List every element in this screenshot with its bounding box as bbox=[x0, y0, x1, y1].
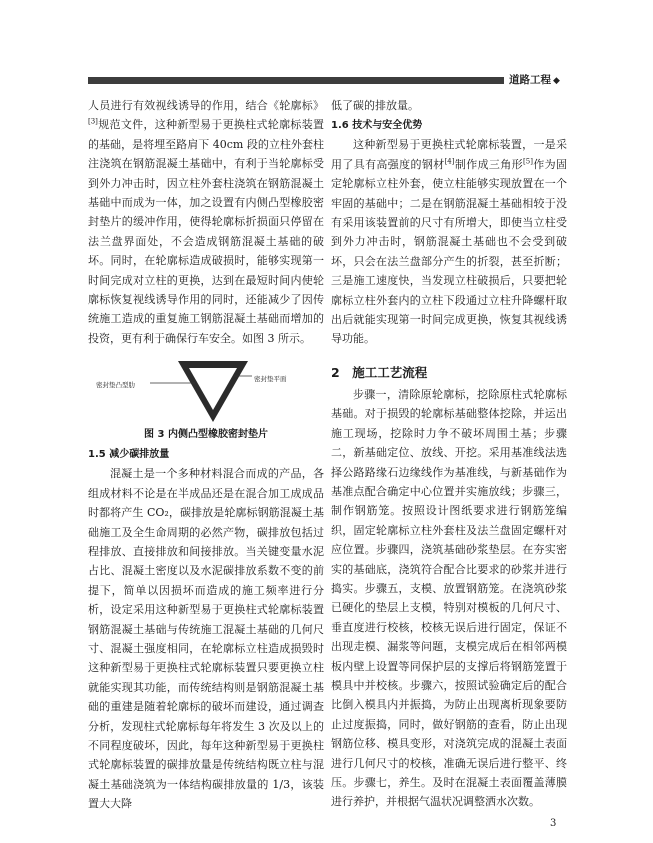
reference-mark: [5] bbox=[523, 157, 533, 166]
reference-mark: [3] bbox=[88, 117, 98, 126]
journal-section-title: 道路工程 bbox=[509, 74, 551, 86]
label-gasket-plane: 密封垫平面 bbox=[254, 375, 287, 384]
paragraph-steps: 步骤一，清除原轮廓标，挖除原柱式轮廓标基础。对于损毁的轮廓标基础整体挖除，并运出施工现场，挖除时力争不破坏周围土基；步骤二，新基础定位、放线、开挖。采用基准线法选择公路路缘石边缘线作为基准线，与新基础作为基准点配合确定中心位置并实施放线；步骤三，制作钢筋笼。按照设计图纸要求进行钢筋笼编织，固定轮廓标立柱外套柱及法兰盘固定螺杆对应位置。步骤四，浇筑基础砂浆垫层。在夯实密实的基础底，浇筑符合配合比要求的砂浆并进行捣实。步骤五，支模、放置钢筋笼。在浇筑砂浆已硬化的垫层上支模，特别对模板的几何尺寸、垂直度进行校核，校核无误后进行固定，保证不出现走模、漏浆等问题，支模完成后在相邻两模板内壁上设置等同保护层的支撑后将钢筋笼置于模具中并校核。步骤六，按照试验确定后的配合比倒入模具内并振捣，为防止出现离析现象要防止过度振捣，同时，做好钢筋的查看，防止出现钢筋位移、模具变形，对浇筑完成的混凝土表面进行几何尺寸的校核，准确无误后进行整平、终压。步骤七，养生。及时在混凝土表面覆盖薄膜进行养护，并根据气温状况调整洒水次数。 bbox=[331, 387, 567, 809]
diamond-icon: ◆ bbox=[553, 76, 560, 86]
label-gasket-rib: 密封垫凸型肋 bbox=[96, 381, 135, 390]
subheading-1-6: 1.6 技术与安全优势 bbox=[331, 120, 423, 132]
paragraph-carbon: 混凝土是一个多种材料混合而成的产品，各组成材料不论是在半成品还是在混合加工成成品时都将产生 CO₂，碳排放是轮廓标钢筋混凝土基础施工及全生命周期的必然产物，碳排放包括过程排放、直接排放和间接排放。当关键变量水泥占比、混凝土密度以及水泥碳排放系数不变的前提下，简单以因损坏而造成的施工频率进行分析，设定采用这种新型易于更换柱式轮廓标装置钢筋混凝土基础与传统施工混凝土基础的几何尺寸、混凝土强度相同，在轮廓标立柱造成损毁时这种新型易于更换柱式轮廓标装置只要更换立柱就能实现其功能，而传统结构则是钢筋混凝土基础的重建是随着轮廓标的破坏而建设，通过调查分析，发现柱式轮廓标每年将发生 3 次及以上的不同程度破坏，因此，每年这种新型易于更换柱式轮廓标装置的碳排放量是传统结构既立柱与混凝土基础浇筑为一体结构碳排放量的 1/3，该装置大大降 bbox=[88, 467, 324, 811]
gasket-diagram bbox=[88, 354, 324, 424]
reference-mark: [4] bbox=[444, 157, 455, 166]
paragraph-advantages: 这种新型易于更换柱式轮廓标装置，一是采用了具有高强度的钢材[4]制作成三角形[5]作为固定轮廓标立柱外套，使立柱能够实现放置在一个牢固的基础中；二是在钢筋混凝土基础相较于没有采用该装置前的尺寸有所增大，即使当立柱受到外力冲击时，钢筋混凝土基础也不会受到破坏，只会在法兰盘部分产生的折裂，甚至折断；三是施工速度快，当发现立柱破损后，只要把轮廓标立柱外套内的立柱下段通过立柱升降螺杆取出后就能实现第一时间完成更换，恢复其视线诱导功能。 bbox=[331, 138, 568, 346]
subheading-1-5: 1.5 减少碳排放量 bbox=[88, 449, 170, 461]
header-rule bbox=[88, 77, 504, 84]
figure-caption: 图 3 内侧凸型橡胶密封垫片 bbox=[144, 429, 268, 441]
page-number: 3 bbox=[550, 818, 557, 829]
running-header bbox=[509, 72, 560, 87]
paragraph-intro: 人员进行有效视线诱导的作用，结合《轮廓标》[3]规范文件，这种新型易于更换柱式轮廓标装置的基础，是将埋至路肩下 40cm 段的立柱外套柱注浇筑在钢筋混凝土基础中，有利于当轮廓标受到外力冲击时，因立柱外套柱浇筑在钢筋混凝土基础中而成为一体，加之设置有内侧凸型橡胶密封垫片的缓冲作用，使得轮廓标折损面只停留在法兰盘界面处，不会造成钢筋混凝土基础的破坏。同时，在轮廓标造成破损时，能够实现第一时间完成对立柱的更换，达到在最短时间内使轮廓标恢复视线诱导作用的同时，还能减少了因传统施工造成的重复施工钢筋混凝土基础而增加的投资，更有利于确保行车安全。如图 3 所示。 bbox=[88, 99, 324, 345]
left-column bbox=[88, 96, 324, 814]
figure-gasket bbox=[88, 354, 324, 424]
right-column bbox=[331, 96, 567, 812]
section-heading-2: 2 施工工艺流程 bbox=[331, 364, 428, 380]
paragraph-continuation: 低了碳的排放量。 bbox=[331, 99, 419, 112]
